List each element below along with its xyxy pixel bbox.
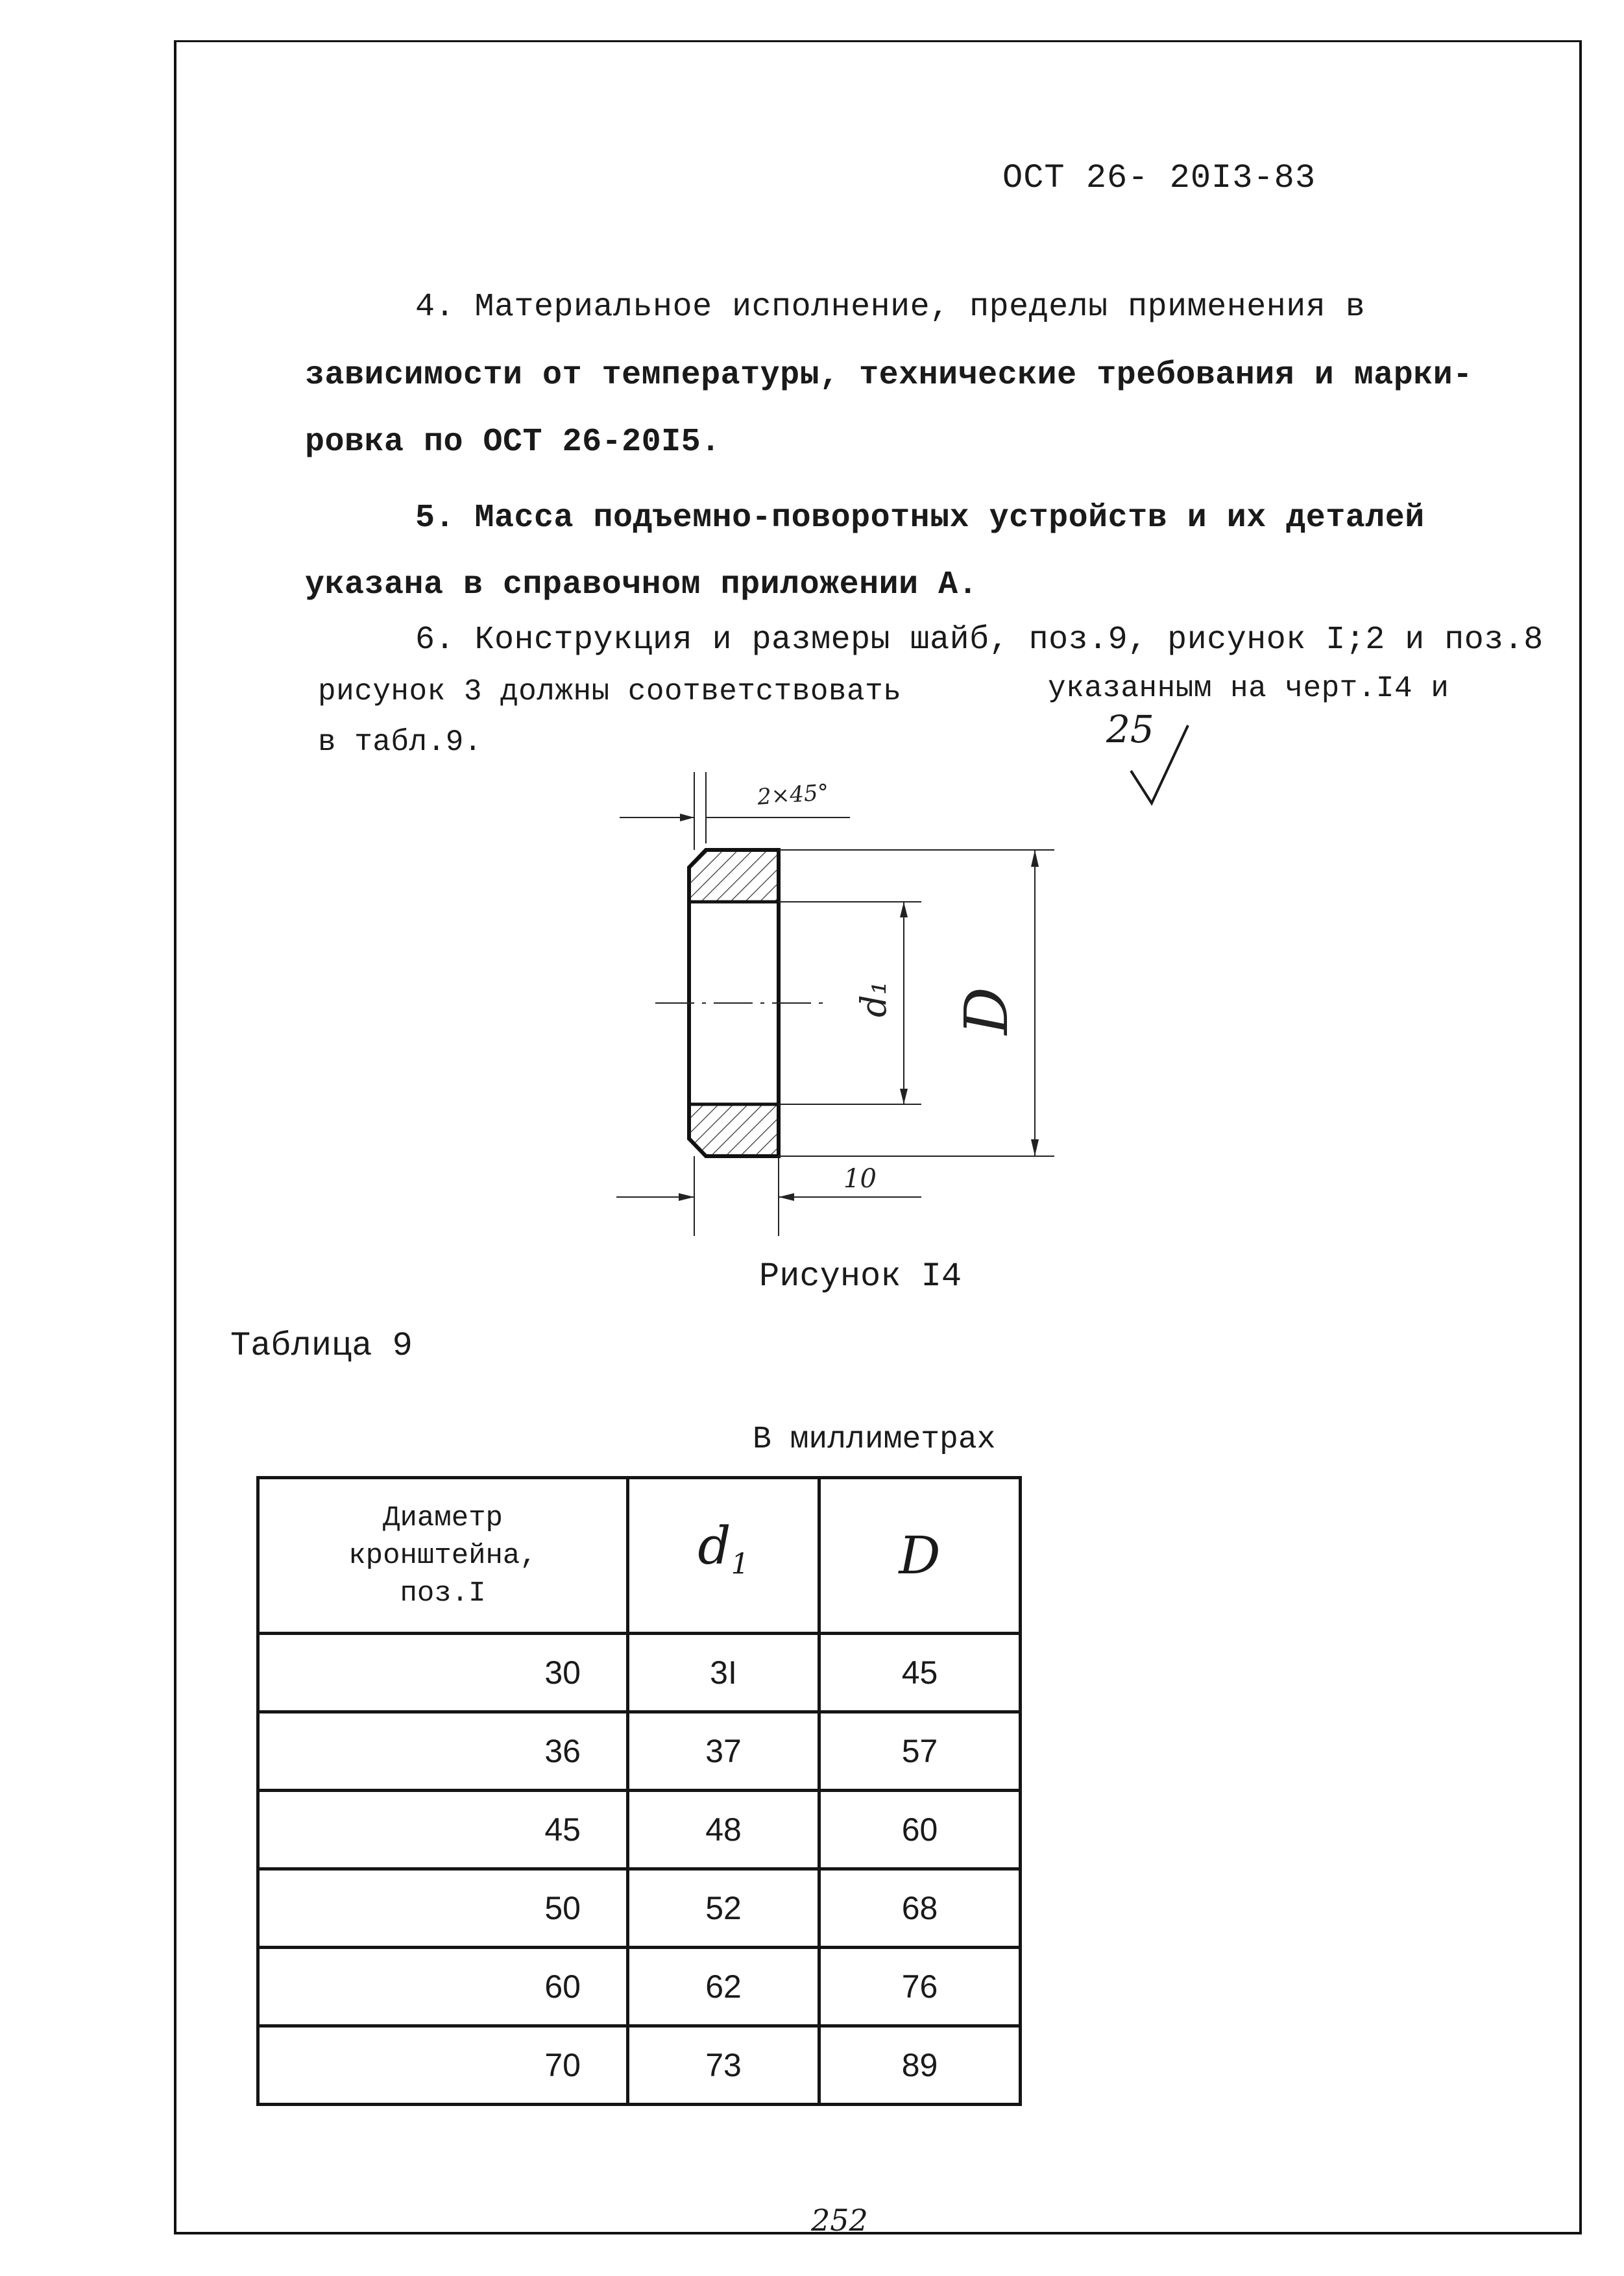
table-units: В миллиметрах: [753, 1422, 996, 1457]
D-arrow-bottom-icon: [1031, 1139, 1039, 1156]
header-d1: [628, 1478, 819, 1634]
table-row: [258, 1634, 1021, 1712]
cell-d1: 37: [628, 1712, 819, 1791]
cell-d1: 52: [628, 1869, 819, 1948]
cell-d1: 3I: [628, 1634, 819, 1712]
cell-D: 45: [819, 1634, 1021, 1712]
cell-d1: 48: [628, 1791, 819, 1869]
paragraph-5-line-1: 5. Масса подъемно-поворотных устройств и их деталей: [415, 500, 1425, 537]
header-bracket-diameter: [258, 1478, 628, 1634]
paragraph-4-line-3: ровка по ОСТ 26-20I5.: [305, 424, 721, 461]
table-row: [258, 1948, 1021, 2026]
paragraph-6-line-2b: указанным на черт.I4 и: [1048, 672, 1449, 705]
header-line-3: поз.I: [400, 1577, 486, 1610]
table-row: [258, 1869, 1021, 1948]
header-line-1: Диаметр: [383, 1501, 503, 1534]
d1-arrow-bottom-icon: [900, 1089, 908, 1104]
paragraph-6-line-1: 6. Конструкция и размеры шайб, поз.9, рисунок I;2 и поз.8: [415, 622, 1544, 659]
table-row: [258, 1712, 1021, 1791]
roughness-check-icon: [1126, 720, 1197, 808]
paragraph-6-line-3: в табл.9.: [318, 725, 482, 759]
paragraph-4-line-1: 4. Материальное исполнение, пределы применения в: [415, 289, 1366, 326]
cell-bracket-diameter: 70: [258, 2026, 628, 2105]
table-header-row: [258, 1478, 1021, 1634]
cell-d1: 73: [628, 2026, 819, 2105]
cell-bracket-diameter: 45: [258, 1791, 628, 1869]
cell-bracket-diameter: 36: [258, 1712, 628, 1791]
washer-hatched-bottom: [689, 1104, 779, 1156]
paragraph-4-line-2: зависимости от температуры, технические требования и марки-: [305, 357, 1473, 394]
cell-bracket-diameter: 60: [258, 1948, 628, 2026]
cell-D: 68: [819, 1869, 1021, 1948]
roughness-value: 25: [1106, 707, 1154, 751]
D-arrow-top-icon: [1031, 850, 1039, 867]
cell-d1: 62: [628, 1948, 819, 2026]
d1-arrow-top-icon: [900, 902, 908, 917]
cell-D: 76: [819, 1948, 1021, 2026]
washer-hatched-top: [689, 850, 779, 902]
cell-D: 57: [819, 1712, 1021, 1791]
washer-drawing: [610, 772, 1077, 1239]
cell-bracket-diameter: 30: [258, 1634, 628, 1712]
table-row: [258, 1791, 1021, 1869]
D-label: D: [952, 987, 1021, 1035]
table-row: [258, 2026, 1021, 2105]
document-code: ОСТ 26- 20I3-83: [1002, 159, 1316, 197]
page-number: 252: [811, 2203, 868, 2238]
chamfer-label: 2×45°: [756, 779, 830, 810]
table-title: Таблица 9: [230, 1327, 413, 1365]
thickness-arrow-right-icon: [779, 1193, 794, 1201]
thickness-arrow-left-icon: [679, 1193, 694, 1201]
paragraph-5-line-2: указана в справочном приложении А.: [305, 566, 978, 603]
d1-label: d₁: [853, 980, 894, 1017]
data-table: [256, 1476, 1022, 2106]
header-d1-subscript: 1: [731, 1547, 749, 1581]
paragraph-6-line-2a: рисунок 3 должны соответствовать: [318, 675, 902, 708]
cell-D: 89: [819, 2026, 1021, 2105]
header-d1-symbol: d: [697, 1516, 731, 1577]
header-line-2: кронштейна,: [348, 1539, 537, 1572]
chamfer-arrow-icon: [680, 814, 694, 821]
header-D: D: [819, 1478, 1021, 1634]
figure-caption: Рисунок I4: [759, 1257, 962, 1296]
thickness-label: 10: [843, 1164, 877, 1194]
cell-bracket-diameter: 50: [258, 1869, 628, 1948]
cell-D: 60: [819, 1791, 1021, 1869]
